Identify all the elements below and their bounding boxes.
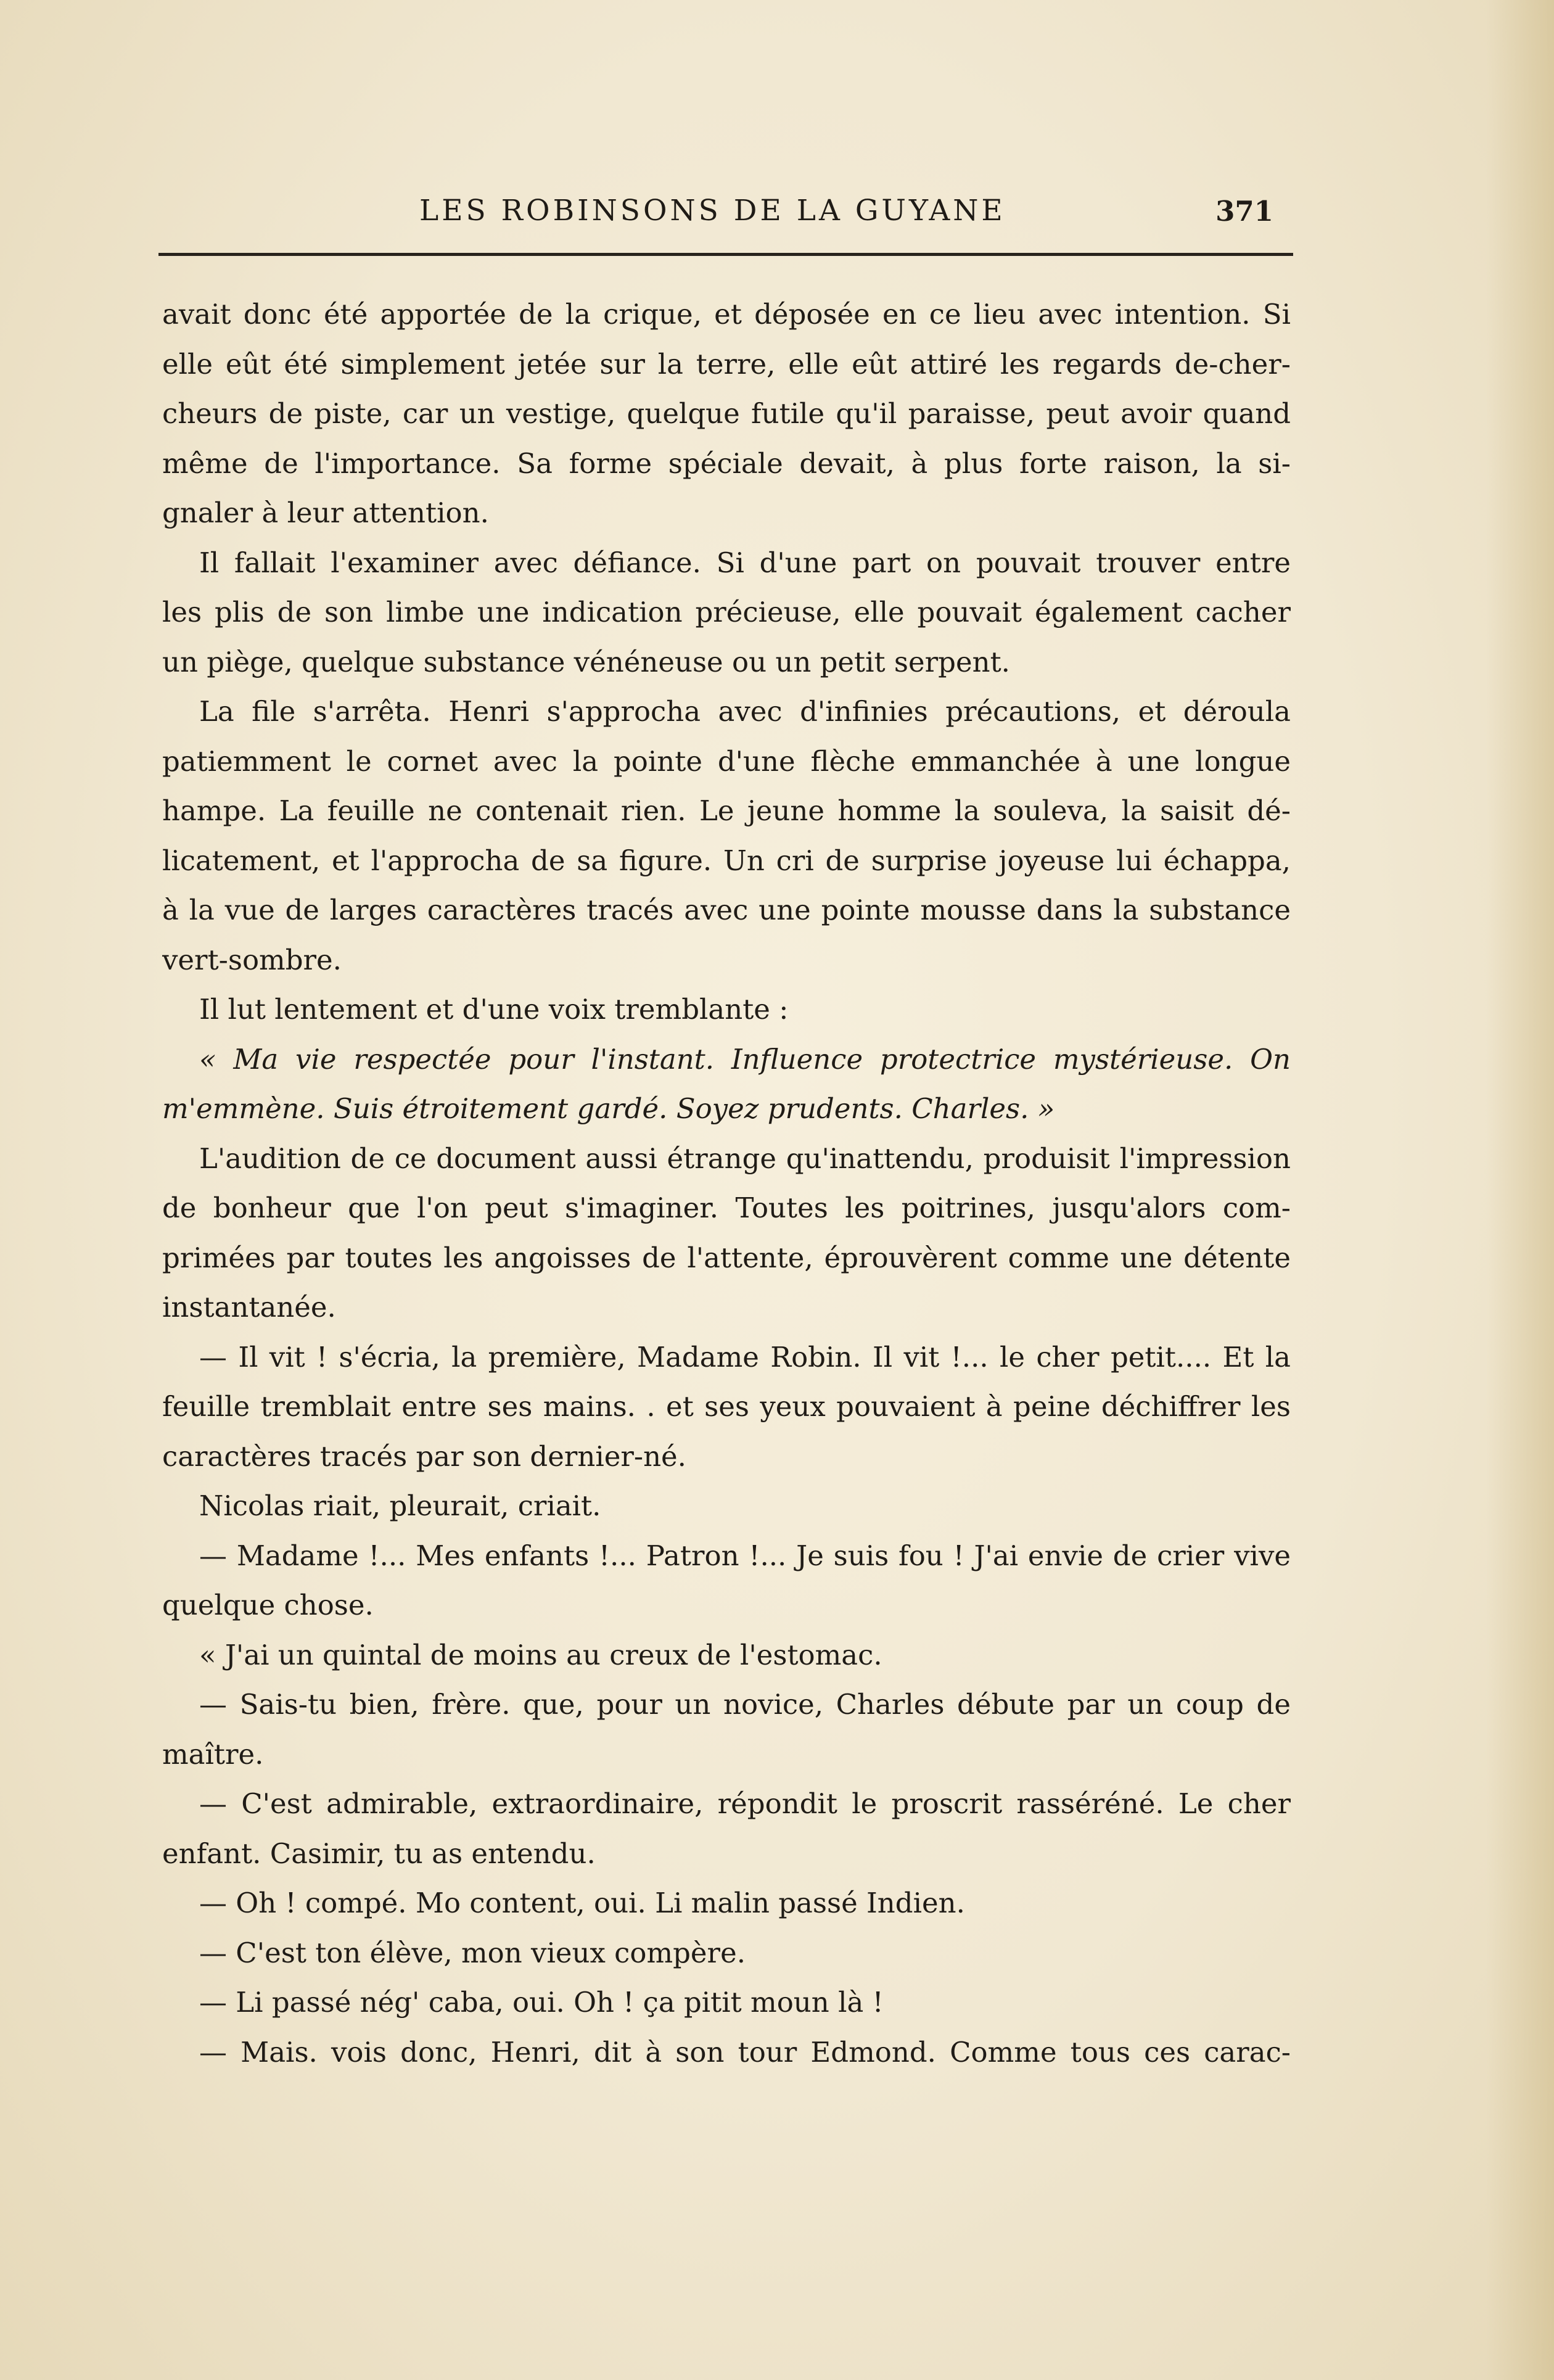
text-line: hampe. La feuille ne contenait rien. Le jeune homme la souleva, la saisit dé- (162, 794, 1291, 827)
text-line: La file s'arrêta. Henri s'approcha avec d'infinies précautions, et déroula (199, 695, 1291, 728)
text-line: — Sais-tu bien, frère. que, pour un novice, Charles débute par un coup de (199, 1688, 1291, 1721)
text-line-italic: « Ma vie respectée pour l'instant. Influence protectrice mystérieuse. On (199, 1042, 1291, 1076)
header-rule (158, 253, 1293, 256)
text-line: — Madame !... Mes enfants !... Patron !... Je suis fou ! J'ai envie de crier vive (199, 1539, 1291, 1572)
text-line: un piège, quelque substance vénéneuse ou un petit serpent. (162, 645, 1010, 678)
text-line: Il fallait l'examiner avec défiance. Si d'une part on pouvait trouver entre (199, 546, 1291, 579)
text-line: — C'est admirable, extraordinaire, répondit le proscrit rasséréné. Le cher (199, 1787, 1291, 1820)
text-line: Nicolas riait, pleurait, criait. (199, 1489, 601, 1522)
text-line: vert-sombre. (162, 943, 342, 976)
text-line: maître. (162, 1737, 264, 1771)
text-line: licatement, et l'approcha de sa figure. Un cri de surprise joyeuse lui échappa, (162, 844, 1291, 877)
text-line: L'audition de ce document aussi étrange qu'inattendu, produisit l'impression (199, 1142, 1291, 1175)
text-line: cheurs de piste, car un vestige, quelque futile qu'il paraisse, peut avoir quand (162, 397, 1291, 430)
text-line: feuille tremblait entre ses mains. . et ses yeux pouvaient à peine déchiffrer les (162, 1390, 1291, 1423)
text-line: à la vue de larges caractères tracés avec une pointe mousse dans la substance (162, 894, 1291, 926)
text-line: patiemment le cornet avec la pointe d'une flèche emmanchée à une longue (162, 744, 1291, 778)
text-line: — Il vit ! s'écria, la première, Madame Robin. Il vit !... le cher petit.... Et la (199, 1340, 1291, 1373)
text-line: même de l'importance. Sa forme spéciale devait, à plus forte raison, la si- (162, 447, 1291, 480)
text-line: avait donc été apportée de la crique, et déposée en ce lieu avec intention. Si (162, 298, 1291, 331)
text-line-italic: m'emmène. Suis étroitement gardé. Soyez prudents. Charles. » (162, 1092, 1055, 1125)
text-line: quelque chose. (162, 1589, 374, 1621)
text-line: « J'ai un quintal de moins au creux de l'estomac. (199, 1638, 882, 1671)
text-line: — Li passé nég' caba, oui. Oh ! ça pitit moun là ! (199, 1986, 884, 2019)
text-line: instantanée. (162, 1291, 336, 1324)
page-number: 371 (1215, 195, 1273, 228)
running-title: LES ROBINSONS DE LA GUYANE (419, 194, 1006, 228)
text-line: — C'est ton élève, mon vieux compère. (199, 1936, 746, 1969)
page-edge-shading (1486, 0, 1554, 2380)
text-line: caractères tracés par son dernier-né. (162, 1439, 686, 1473)
text-line: elle eût été simplement jetée sur la terre, elle eût attiré les regards de-cher- (162, 347, 1291, 381)
body-text (162, 290, 1291, 2077)
text-line: — Mais. vois donc, Henri, dit à son tour Edmond. Comme tous ces carac- (199, 2035, 1291, 2069)
text-line: enfant. Casimir, tu as entendu. (162, 1837, 596, 1870)
text-line: les plis de son limbe une indication précieuse, elle pouvait également cacher (162, 596, 1291, 628)
text-line: de bonheur que l'on peut s'imaginer. Toutes les poitrines, jusqu'alors com- (162, 1192, 1291, 1224)
running-header (163, 185, 1273, 234)
text-line: primées par toutes les angoisses de l'attente, éprouvèrent comme une détente (162, 1241, 1291, 1274)
text-line: Il lut lentement et d'une voix tremblante : (199, 993, 789, 1026)
text-line: gnaler à leur attention. (162, 496, 489, 529)
text-line: — Oh ! compé. Mo content, oui. Li malin passé Indien. (199, 1887, 965, 1919)
